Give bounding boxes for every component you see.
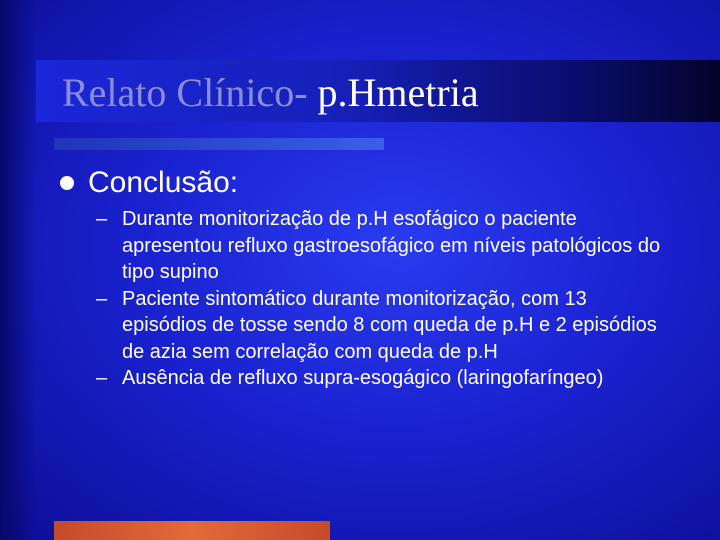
main-bullet-text: Conclusão: [88,166,239,199]
slide-title [62,68,479,118]
dash-marker: – [96,208,108,230]
sub-bullet-text: Paciente sintomático durante monitorização, com 13 episódios de tosse sendo 8 com queda de p.H e 2 episódios de azia sem correlação com queda de p.H [122,287,657,363]
left-edge-shade [0,0,36,540]
bullet-dot-icon [60,176,74,190]
dash-marker: – [96,287,108,310]
sub-bullet-item [96,286,676,366]
sub-bullet-list [96,206,676,392]
sub-bullet-item [96,365,676,392]
slide-title-part2: p.Hmetria [307,70,479,115]
bottom-accent-bar [54,521,330,540]
dash-marker: – [96,367,108,389]
sub-bullet-text: Ausência de refluxo supra-esogágico (laringofaríngeo) [122,367,604,389]
main-bullet [60,164,238,202]
sub-bullet-item [96,206,676,286]
slide-title-part1: Relato Clínico- [62,70,308,115]
sub-bullet-text: Durante monitorização de p.H esofágico o paciente apresentou refluxo gastroesofágico em níveis patológicos do tipo supino [122,208,661,283]
title-underline-bar [54,138,384,150]
